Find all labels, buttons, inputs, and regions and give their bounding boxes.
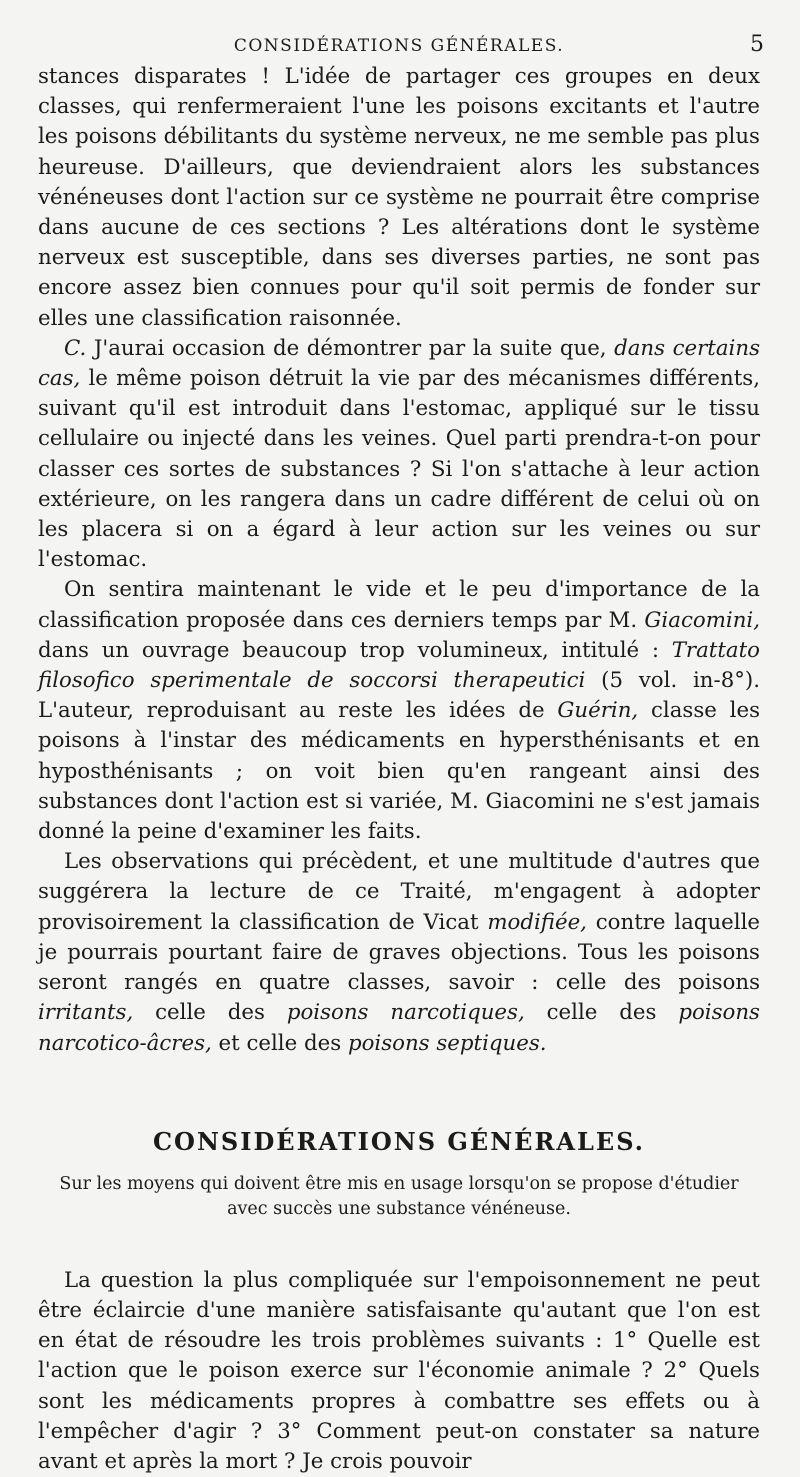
paragraph-continuation	[38, 62, 760, 334]
text-run: classe les poisons à l'instar des médicaments en hypersthénisants et en hyposthénisants ; on voit bien qu'en rangeant ainsi des substances dont l'action est si variée, M. Giacomini ne s'est jamais donné la peine d'examiner les faits.	[38, 698, 761, 845]
italic-text: modifiée,	[487, 909, 587, 935]
text-run: et celle des	[211, 1030, 348, 1056]
italic-text: Giacomini,	[644, 607, 760, 633]
italic-text: dans certains cas,	[38, 335, 760, 392]
section-heading: CONSIDÉRATIONS GÉNÉRALES.	[152, 1126, 646, 1156]
italic-text: poisons septiques.	[347, 1030, 547, 1056]
section-body	[38, 1266, 760, 1477]
paragraph-giacomini	[38, 575, 760, 847]
italic-text: Trattato filosofico sperimentale de soccorsi therapeutici	[38, 637, 760, 694]
text-run: dans un ouvrage beaucoup trop volumineux, intitulé :	[38, 637, 672, 663]
italic-text: poisons narcotiques,	[286, 1000, 525, 1026]
paragraph-c	[38, 334, 760, 576]
text-run: Les observations qui précèdent, et une multitude d'autres que suggérera la lecture de ce Traité, m'engagent à adopter provisoirement la classification de Vicat	[38, 849, 760, 935]
text-run: stances disparates ! L'idée de partager ces groupes en deux classes, qui renfermeraient l'une les poisons excitants et l'autre les poisons débilitants du système nerveux, ne me semble pas plus heureuse. D'ailleurs, que deviendraient alors les substances vénéneuses dont l'action sur ce système ne pourrait être comprise dans aucune de ces sections ? Les altérations dont le système nerveux est susceptible, dans ses diverses parties, ne sont pas encore assez bien connues pour qu'il soit permis de fonder sur elles une classification raisonnée.	[38, 64, 760, 331]
page-number: 5	[750, 32, 764, 57]
running-title: CONSIDÉRATIONS GÉNÉRALES.	[233, 36, 565, 56]
text-run: contre laquelle je pourrais pourtant faire de graves objections. Tous les poisons seront rangés en quatre classes, savoir : celle des poisons	[38, 909, 760, 996]
paragraph-classification	[38, 847, 760, 1058]
text-run: J'aurai occasion de démontrer par la suite que,	[86, 335, 615, 361]
text-run: (5 vol. in-8°). L'auteur, reproduisant au reste les idées de	[38, 668, 760, 724]
text-run: le même poison détruit la vie par des mécanismes différents, suivant qu'il est introduit dans l'estomac, appliqué sur le tissu cellulaire ou injecté dans les veines. Quel parti prendra-t-on pour classer ces sortes de substances ? Si l'on s'attache à leur action extérieure, on les rangera dans un cadre différent de celui où on les placera si on a égard à leur action sur les veines ou sur l'estomac.	[38, 366, 760, 573]
text-run: celle des	[524, 1000, 679, 1026]
italic-text: C.	[64, 335, 87, 361]
italic-text: Guérin,	[557, 698, 639, 724]
italic-text: irritants,	[38, 1000, 134, 1026]
text-run: celle des	[133, 1000, 287, 1026]
body-text	[38, 62, 760, 1059]
section-paragraph: La question la plus compliquée sur l'empoisonnement ne peut être éclaircie d'une manière satisfaisante qu'autant que l'on est en état de résoudre les trois problèmes suivants : 1° Quelle est l'action que le poison exerce sur l'économie animale ? 2° Quels sont les médicaments propres à combattre ses effets ou à l'empêcher d'agir ? 3° Comment peut-on constater sa nature avant et après la mort ? Je crois pouvoir	[38, 1267, 760, 1474]
text-run: On sentira maintenant le vide et le peu d'importance de la classification proposée dans ces derniers temps par M.	[38, 577, 760, 633]
running-head	[38, 28, 764, 62]
italic-text: poisons narcotico-âcres,	[38, 1000, 760, 1056]
section-subtitle: Sur les moyens qui doivent être mis en usage lorsqu'on se propose d'étudier avec succès une substance vénéneuse.	[59, 1173, 739, 1219]
